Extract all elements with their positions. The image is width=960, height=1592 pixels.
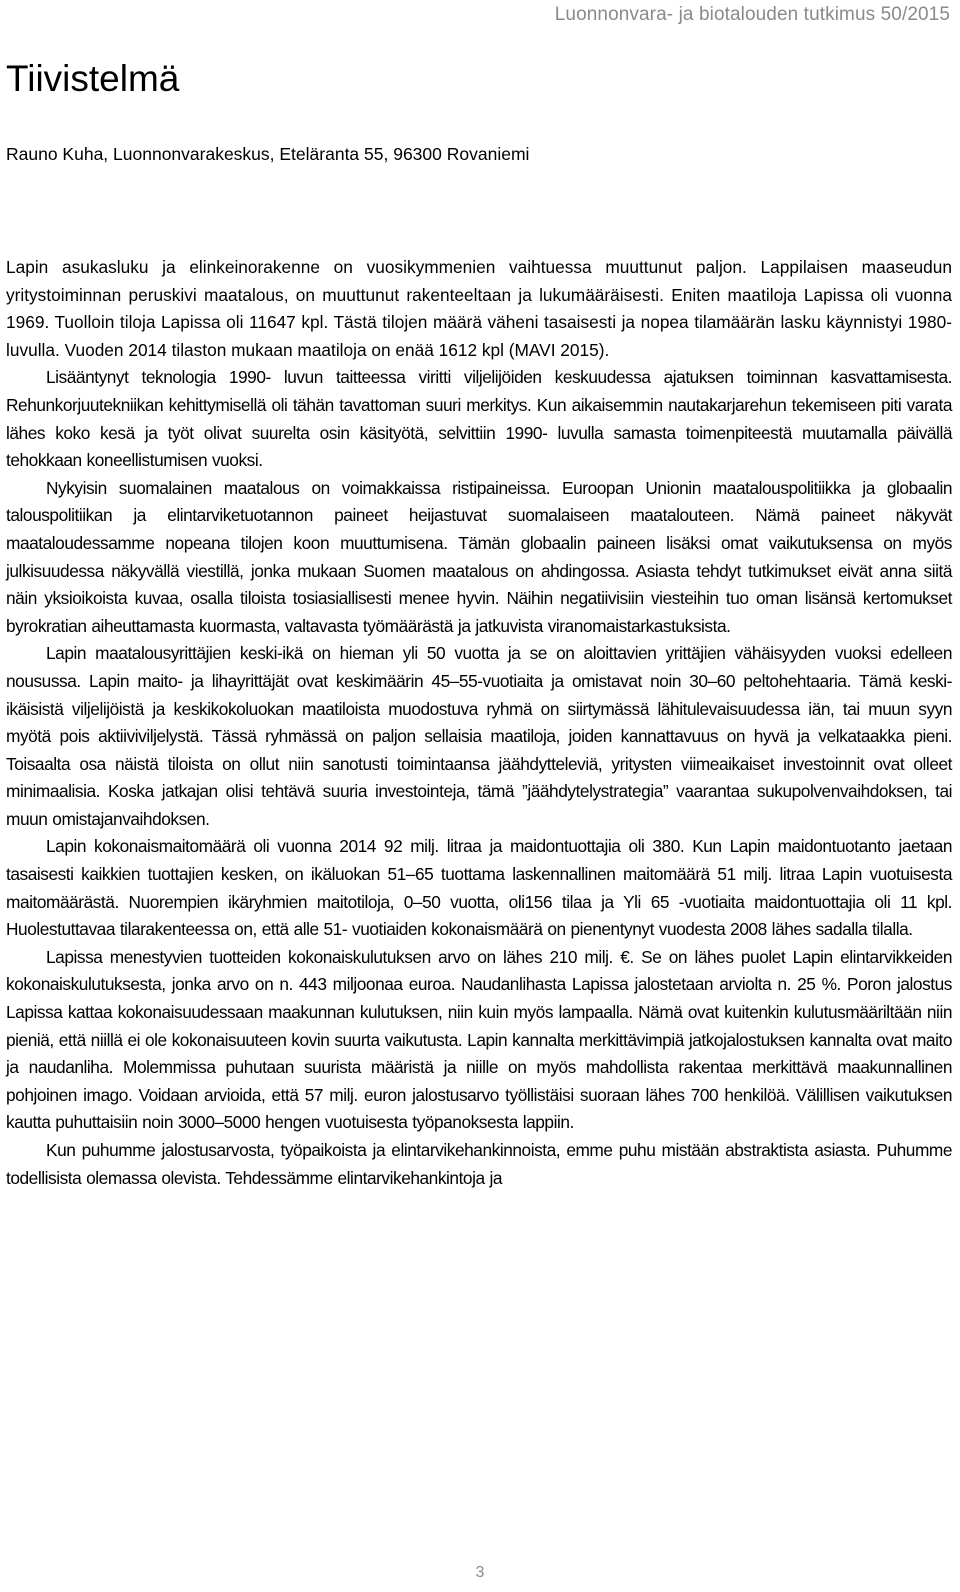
- paragraph-5: Lapin kokonaismaitomäärä oli vuonna 2014 92 milj. litraa ja maidontuottajia oli 380. Kun Lapin maidontuotanto jaetaan tasaisesti kaikkien tuottajien kesken, on ikäluokan 51–65 tuottama laskennallinen maitomäärä 51 milj. litraa Lapin vuotuisesta maitomäärästä. Nuorempien ikäryhmien maitotiloja, 0–50 vuotta, oli156 tilaa ja Yli 65 -vuotiaita maidontuottajia oli 11 kpl. Huolestuttavaa tilarakenteessa on, että alle 51- vuotiaiden kokonaismäärä on pienentynyt vuodesta 2008 lähes sadalla tilalla.: [6, 836, 952, 940]
- running-header: Luonnonvara- ja biotalouden tutkimus 50/2015: [554, 4, 950, 25]
- paragraph-3: Nykyisin suomalainen maatalous on voimakkaissa ristipaineissa. Euroopan Unionin maatalouspolitiikka ja globaalin talouspolitiikan ja elintarviketuotannon paineet heijastuvat suomalaiseen maatalouteen. Nämä paineet näkyvät maataloudessamme nopeana tilojen koon muuttumisena. Tämän globaalin paineen lisäksi omat vaikutuksensa on myös julkisuudessa näkyvällä viestillä, jonka mukaan Suomen maatalous on ahdingossa. Asiasta tehdyt tutkimukset eivät anna siitä näin yksioikoista kuvaa, osalla tiloista tosiasiallisesti menee hyvin. Näihin negatiivisiin viesteihin tuo oman lisänsä kertomukset byrokratian aiheuttamasta kuormasta, valtavasta työmäärästä ja jatkuvista viranomaistarkastuksista.: [6, 477, 952, 636]
- author-line: Rauno Kuha, Luonnonvarakeskus, Eteläranta 55, 96300 Rovaniemi: [6, 144, 530, 164]
- paragraph-7: Kun puhumme jalostusarvosta, työpaikoista ja elintarvikehankinnoista, emme puhu mistään abstraktista asiasta. Puhumme todellisista olemassa olevista. Tehdessämme elintarvikehankintoja ja: [6, 1140, 952, 1188]
- page-number: 3: [475, 1564, 485, 1581]
- paragraph-6: Lapissa menestyvien tuotteiden kokonaiskulutuksen arvo on lähes 210 milj. €. Se on lähes puolet Lapin elintarvikkeiden kokonaiskulutuksesta, jonka arvo on n. 443 miljoonaa euroa. Naudanlihasta Lapissa jalostetaan arviolta n. 25 %. Poron jalostus Lapissa kattaa kokonaisuudessaan maakunnan kulutuksen, niin kuin myös lampaalla. Nämä ovat kuitenkin kulutusmääriltään niin pieniä, että niillä ei ole kokonaisuuteen kovin suurta vaikutusta. Lapin kannalta merkittävimpiä jatkojalostuksen kannalta ovat maito ja naudanliha. Molemmissa puhutaan suurista määristä ja niille on myös mahdollista rakentaa merkittävä maakunnallinen pohjoinen imago. Voidaan arvioida, että 57 milj. euron jalostusarvo työllistäisi suoraan lähes 700 henkilöä. Välillisen vaikutuksen kautta puhuttaisiin noin 3000–5000 hengen vuotuisesta työpanoksesta lappiin.: [6, 946, 952, 1133]
- paragraph-1: Lapin asukasluku ja elinkeinorakenne on vuosikymmenien vaihtuessa muuttunut paljon. Lappilaisen maaseudun yritystoiminnan peruskivi maatalous, on muuttunut rakenteeltaan ja lukumääräisesti. Eniten maatiloja Lapissa oli vuonna 1969. Tuolloin tiloja Lapissa oli 11647 kpl. Tästä tilojen määrä väheni tasaisesti ja nopea tilamäärän lasku käynnistyi 1980- luvulla. Vuoden 2014 tilaston mukaan maatiloja on enää 1612 kpl (MAVI 2015).: [6, 257, 952, 360]
- paragraph-4: Lapin maatalousyrittäjien keski-ikä on hieman yli 50 vuotta ja se on aloittavien yrittäjien vähäisyyden vuoksi edelleen nousussa. Lapin maito- ja lihayrittäjät ovat keskimäärin 45–55-vuotiaita ja omistavat noin 30–60 peltohehtaaria. Tämä keski-ikäisistä viljelijöistä ja keskikokoluokan maatiloista muodostuva ryhmä on siirtymässä lähitulevaisuudessa iän, tai muun syyn myötä pois aktiiviviljelystä. Tässä ryhmässä on paljon sellaisia maatiloja, joiden kannattavuus on hyvä ja velkataakka pieni. Toisaalta osa näistä tiloista on ollut niin sanotusti toimintaansa jäähdytteleviä, yritysten viimeaikaiset investoinnit ovat olleet minimaalisia. Koska jatkajan olisi tehtävä suuria investointeja, tämä ”jäähdytelystrategia” vaarantaa sukupolvenvaihdoksen, tai muun omistajanvaihdoksen.: [6, 643, 952, 829]
- body-text: [6, 254, 952, 1192]
- section-title: Tiivistelmä: [6, 58, 180, 99]
- paragraph-2: Lisääntynyt teknologia 1990- luvun taitteessa viritti viljelijöiden keskuudessa ajatuksen toiminnan kasvattamisesta. Rehunkorjuutekniikan kehittymisellä oli tähän tavattoman suuri merkitys. Kun aikaisemmin nautakarjarehun tekemiseen piti varata lähes koko kesä ja työt olivat suurelta osin käsityötä, selvittiin 1990- luvulla samasta toimenpiteestä muutamalla päivällä tehokkaan koneellistumisen vuoksi.: [6, 367, 952, 471]
